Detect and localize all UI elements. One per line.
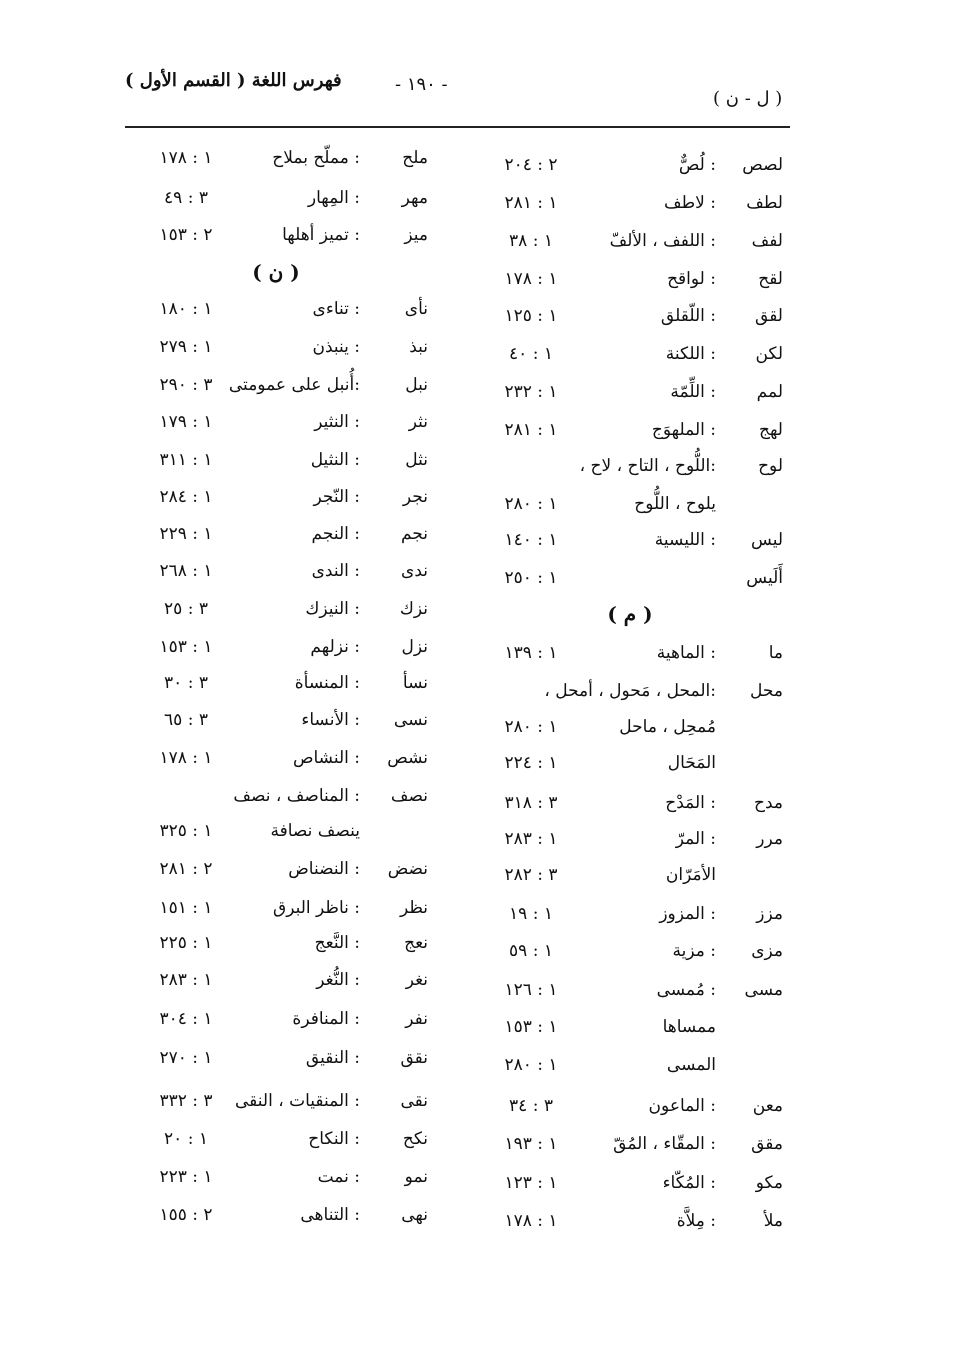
entry-root: لهج xyxy=(759,420,783,440)
entry-root: لكن xyxy=(755,344,783,364)
section-heading: ( م ) xyxy=(607,602,653,626)
entry-reference: ١ : ٢٢٥ xyxy=(159,933,213,953)
entry-reference: ١ : ٤٠ xyxy=(509,344,553,364)
entry-term: الأمَرّان xyxy=(665,865,716,885)
entry-term: : ينبذن xyxy=(312,337,360,357)
entry-reference: ١ : ٢٨٣ xyxy=(159,970,213,990)
entry-reference: ٢ : ٢٨١ xyxy=(159,859,213,879)
entry-term: : مملّح بملاح xyxy=(272,148,360,168)
entry-term: :اللُّوح ، التاح ، لاح ، xyxy=(579,456,716,476)
entry-reference: ١ : ٢٨٤ xyxy=(159,487,213,507)
entry-term: : النّجر xyxy=(313,487,360,507)
entry-reference: ١ : ١٥٣ xyxy=(159,637,213,657)
entry-root: نزك xyxy=(399,599,428,619)
entry-term: : المُكّاء xyxy=(662,1173,716,1193)
entry-reference: ١ : ٢٨٣ xyxy=(504,829,558,849)
header-rule xyxy=(125,126,790,128)
entry-root: نمو xyxy=(404,1167,428,1187)
entry-root: لطف xyxy=(746,193,783,213)
entry-root: مزى xyxy=(751,941,783,961)
index-title: فهرس اللغة ( القسم الأول ) xyxy=(125,70,342,91)
entry-root: نزل xyxy=(401,637,428,657)
entry-term: : النَّعج xyxy=(314,933,360,953)
entry-root: ميز xyxy=(404,225,428,245)
entry-term: : المزوز xyxy=(659,904,716,924)
entry-root: لفف xyxy=(751,231,783,251)
entry-reference: ١ : ٢٦٨ xyxy=(159,561,213,581)
entry-term: : التناهى xyxy=(300,1205,360,1225)
entry-term: : المنسأة xyxy=(294,673,360,693)
entry-reference: ٣ : ٢٨٢ xyxy=(504,865,558,885)
entry-reference: ٣ : ٦٥ xyxy=(164,710,208,730)
entry-root: نعج xyxy=(404,933,428,953)
entry-term: : المرّ xyxy=(675,829,716,849)
entry-root: نقى xyxy=(400,1091,428,1111)
entry-root: ملح xyxy=(402,148,428,168)
entry-reference: ١ : ١٧٨ xyxy=(504,269,558,289)
entry-term: :أُنبل على عمومتى xyxy=(228,375,360,395)
entry-reference: ١ : ٢٨٠ xyxy=(504,1055,558,1075)
entry-reference: ١ : ٢٢٤ xyxy=(504,753,558,773)
entry-reference: ١ : ١٨٠ xyxy=(159,299,213,319)
entry-reference: ٣ : ٣٠ xyxy=(164,673,208,693)
entry-term: : لاطف xyxy=(664,193,716,213)
entry-reference: ١ : ١٧٨ xyxy=(159,148,213,168)
entry-reference: ١ : ٢٨١ xyxy=(504,193,558,213)
entry-term: :المحل ، مَحول ، أمحل ، xyxy=(544,681,716,701)
entry-root: نبذ xyxy=(409,337,428,357)
entry-term: : النُّغر xyxy=(316,970,360,990)
entry-reference: ٣ : ٣٤ xyxy=(509,1096,553,1116)
entry-term: : النقيق xyxy=(305,1048,360,1068)
entry-term: : اللكنة xyxy=(665,344,716,364)
entry-term: : اللفف ، الألفّ xyxy=(609,231,716,251)
entry-term: : المِهار xyxy=(307,188,360,208)
entry-root: نقق xyxy=(400,1048,428,1068)
entry-root: معن xyxy=(752,1096,783,1116)
entry-reference: ١ : ٢٨١ xyxy=(504,420,558,440)
entry-root: نشص xyxy=(387,748,428,768)
entry-term: : المَدْح xyxy=(665,793,716,813)
entry-term: : لواقح xyxy=(667,269,716,289)
entry-term: ينصف نصافة xyxy=(270,821,360,841)
entry-root: نسأ xyxy=(402,673,428,693)
entry-reference: ١ : ٣٨ xyxy=(509,231,553,251)
entry-root: مرر xyxy=(756,829,783,849)
entry-term: : اللّقلق xyxy=(660,306,716,326)
entry-root: نكح xyxy=(402,1129,428,1149)
entry-term: : النثير xyxy=(314,412,360,432)
entry-root: أَلَيس xyxy=(746,568,783,588)
section-heading: ( ن ) xyxy=(252,260,300,284)
entry-reference: ٣ : ٣٣٢ xyxy=(159,1091,213,1111)
entry-reference: ١ : ١٥١ xyxy=(159,898,213,918)
entry-term: : المنقيات ، النقى xyxy=(234,1091,360,1111)
entry-root: لقح xyxy=(758,269,783,289)
entry-root: مسى xyxy=(744,980,783,1000)
entry-reference: ١ : ٢٥٠ xyxy=(504,568,558,588)
entry-term: ممساها xyxy=(662,1017,716,1037)
entry-root: مدح xyxy=(753,793,783,813)
entry-reference: ٢ : ٢٠٤ xyxy=(504,155,558,175)
entry-term: مُمحِل ، ماحل xyxy=(619,717,716,737)
entry-reference: ١ : ١٧٨ xyxy=(504,1211,558,1231)
entry-reference: ١ : ٢٠ xyxy=(164,1129,208,1149)
entry-reference: ١ : ٢٢٣ xyxy=(159,1167,213,1187)
entry-root: نهى xyxy=(401,1205,428,1225)
entry-reference: ١ : ١٢٥ xyxy=(504,306,558,326)
entry-reference: ١ : ١٢٦ xyxy=(504,980,558,1000)
entry-term: يلوح ، اللُّوح xyxy=(634,494,716,514)
entry-term: : المقّاء ، المُقّ xyxy=(613,1134,716,1154)
entry-term: : الندى xyxy=(311,561,360,581)
entry-reference: ١ : ١٤٠ xyxy=(504,530,558,550)
entry-root: ملأ xyxy=(763,1211,783,1231)
entry-reference: ١ : ١٩ xyxy=(509,904,553,924)
entry-root: لمم xyxy=(756,382,783,402)
entry-term: : ناظر البرق xyxy=(273,898,360,918)
entry-reference: ١ : ٢٨٠ xyxy=(504,717,558,737)
entry-term: : الملهوَج xyxy=(651,420,716,440)
entry-reference: ١ : ١٧٩ xyxy=(159,412,213,432)
entry-root: نثل xyxy=(405,450,428,470)
entry-term: : الأنساء xyxy=(301,710,360,730)
entry-term: المسى xyxy=(666,1055,716,1075)
entry-term: المَحَال xyxy=(667,753,716,773)
entry-reference: ١ : ٥٩ xyxy=(509,941,553,961)
entry-root: نأى xyxy=(404,299,428,319)
entry-root: مهر xyxy=(401,188,428,208)
entry-term: : لُصٌّ xyxy=(678,155,716,175)
entry-root: نضض xyxy=(387,859,428,879)
entry-term: : الليسية xyxy=(654,530,716,550)
entry-reference: ١ : ٢٨٠ xyxy=(504,494,558,514)
entry-term: : النكاح xyxy=(308,1129,360,1149)
entry-root: نجر xyxy=(402,487,428,507)
entry-reference: ١ : ٣٢٥ xyxy=(159,821,213,841)
entry-root: نجم xyxy=(400,524,428,544)
entry-term: : الماهية xyxy=(656,643,716,663)
entry-root: مقق xyxy=(751,1134,783,1154)
entry-root: لوح xyxy=(758,456,783,476)
entry-term: : النضناض xyxy=(288,859,360,879)
entry-reference: ١ : ٢٣٢ xyxy=(504,382,558,402)
entry-root: نسى xyxy=(393,710,428,730)
entry-term: : النجم xyxy=(311,524,360,544)
entry-reference: ٣ : ٤٩ xyxy=(164,188,208,208)
entry-root: نثر xyxy=(408,412,428,432)
entry-reference: ١ : ٢٢٩ xyxy=(159,524,213,544)
entry-root: نغر xyxy=(405,970,428,990)
entry-root: ليس xyxy=(751,530,783,550)
entry-root: محل xyxy=(750,681,783,701)
entry-term: : النثيل xyxy=(310,450,360,470)
entry-reference: ١ : ١٢٣ xyxy=(504,1173,558,1193)
entry-reference: ٢ : ١٥٥ xyxy=(159,1205,213,1225)
entry-reference: ١ : ٣١١ xyxy=(159,450,213,470)
entry-reference: ١ : ٢٧٩ xyxy=(159,337,213,357)
entry-root: نظر xyxy=(399,898,428,918)
entry-term: : نمت xyxy=(317,1167,360,1187)
entry-root: نفر xyxy=(405,1009,428,1029)
entry-root: مكو xyxy=(755,1173,783,1193)
entry-root: نبل xyxy=(405,375,428,395)
entry-reference: ٣ : ٣١٨ xyxy=(504,793,558,813)
entry-term: : تناءى xyxy=(312,299,360,319)
entry-term: : الماعون xyxy=(648,1096,716,1116)
entry-root: لصص xyxy=(742,155,783,175)
entry-root: ندى xyxy=(401,561,428,581)
entry-term: : مِلاَّة xyxy=(676,1211,716,1231)
entry-term: : اللِّمّة xyxy=(670,382,716,402)
section-letters: ( ل - ن ) xyxy=(713,88,783,109)
entry-term: : مزية xyxy=(672,941,716,961)
entry-root: لقق xyxy=(755,306,783,326)
entry-term: : النشاص xyxy=(292,748,360,768)
entry-reference: ١ : ١٣٩ xyxy=(504,643,558,663)
entry-term: : نزلهم xyxy=(310,637,360,657)
entry-reference: ١ : ١٧٨ xyxy=(159,748,213,768)
entry-reference: ١ : ٣٠٤ xyxy=(159,1009,213,1029)
entry-root: نصف xyxy=(390,786,428,806)
entry-root: مزز xyxy=(756,904,783,924)
entry-term: : مُمسى xyxy=(656,980,716,1000)
page-number: - ١٩٠ - xyxy=(395,74,448,95)
entry-reference: ١ : ٢٧٠ xyxy=(159,1048,213,1068)
entry-reference: ١ : ١٥٣ xyxy=(504,1017,558,1037)
entry-term: : تميز أهلها xyxy=(282,225,360,245)
entry-reference: ٣ : ٢٩٠ xyxy=(159,375,213,395)
entry-reference: ٣ : ٢٥ xyxy=(164,599,208,619)
entry-term: : المنافرة xyxy=(292,1009,360,1029)
entry-root: ما xyxy=(768,643,783,663)
entry-reference: ٢ : ١٥٣ xyxy=(159,225,213,245)
entry-reference: ١ : ١٩٣ xyxy=(504,1134,558,1154)
entry-term: : النيزك xyxy=(305,599,360,619)
entry-term: : المناصف ، نصف xyxy=(233,786,360,806)
